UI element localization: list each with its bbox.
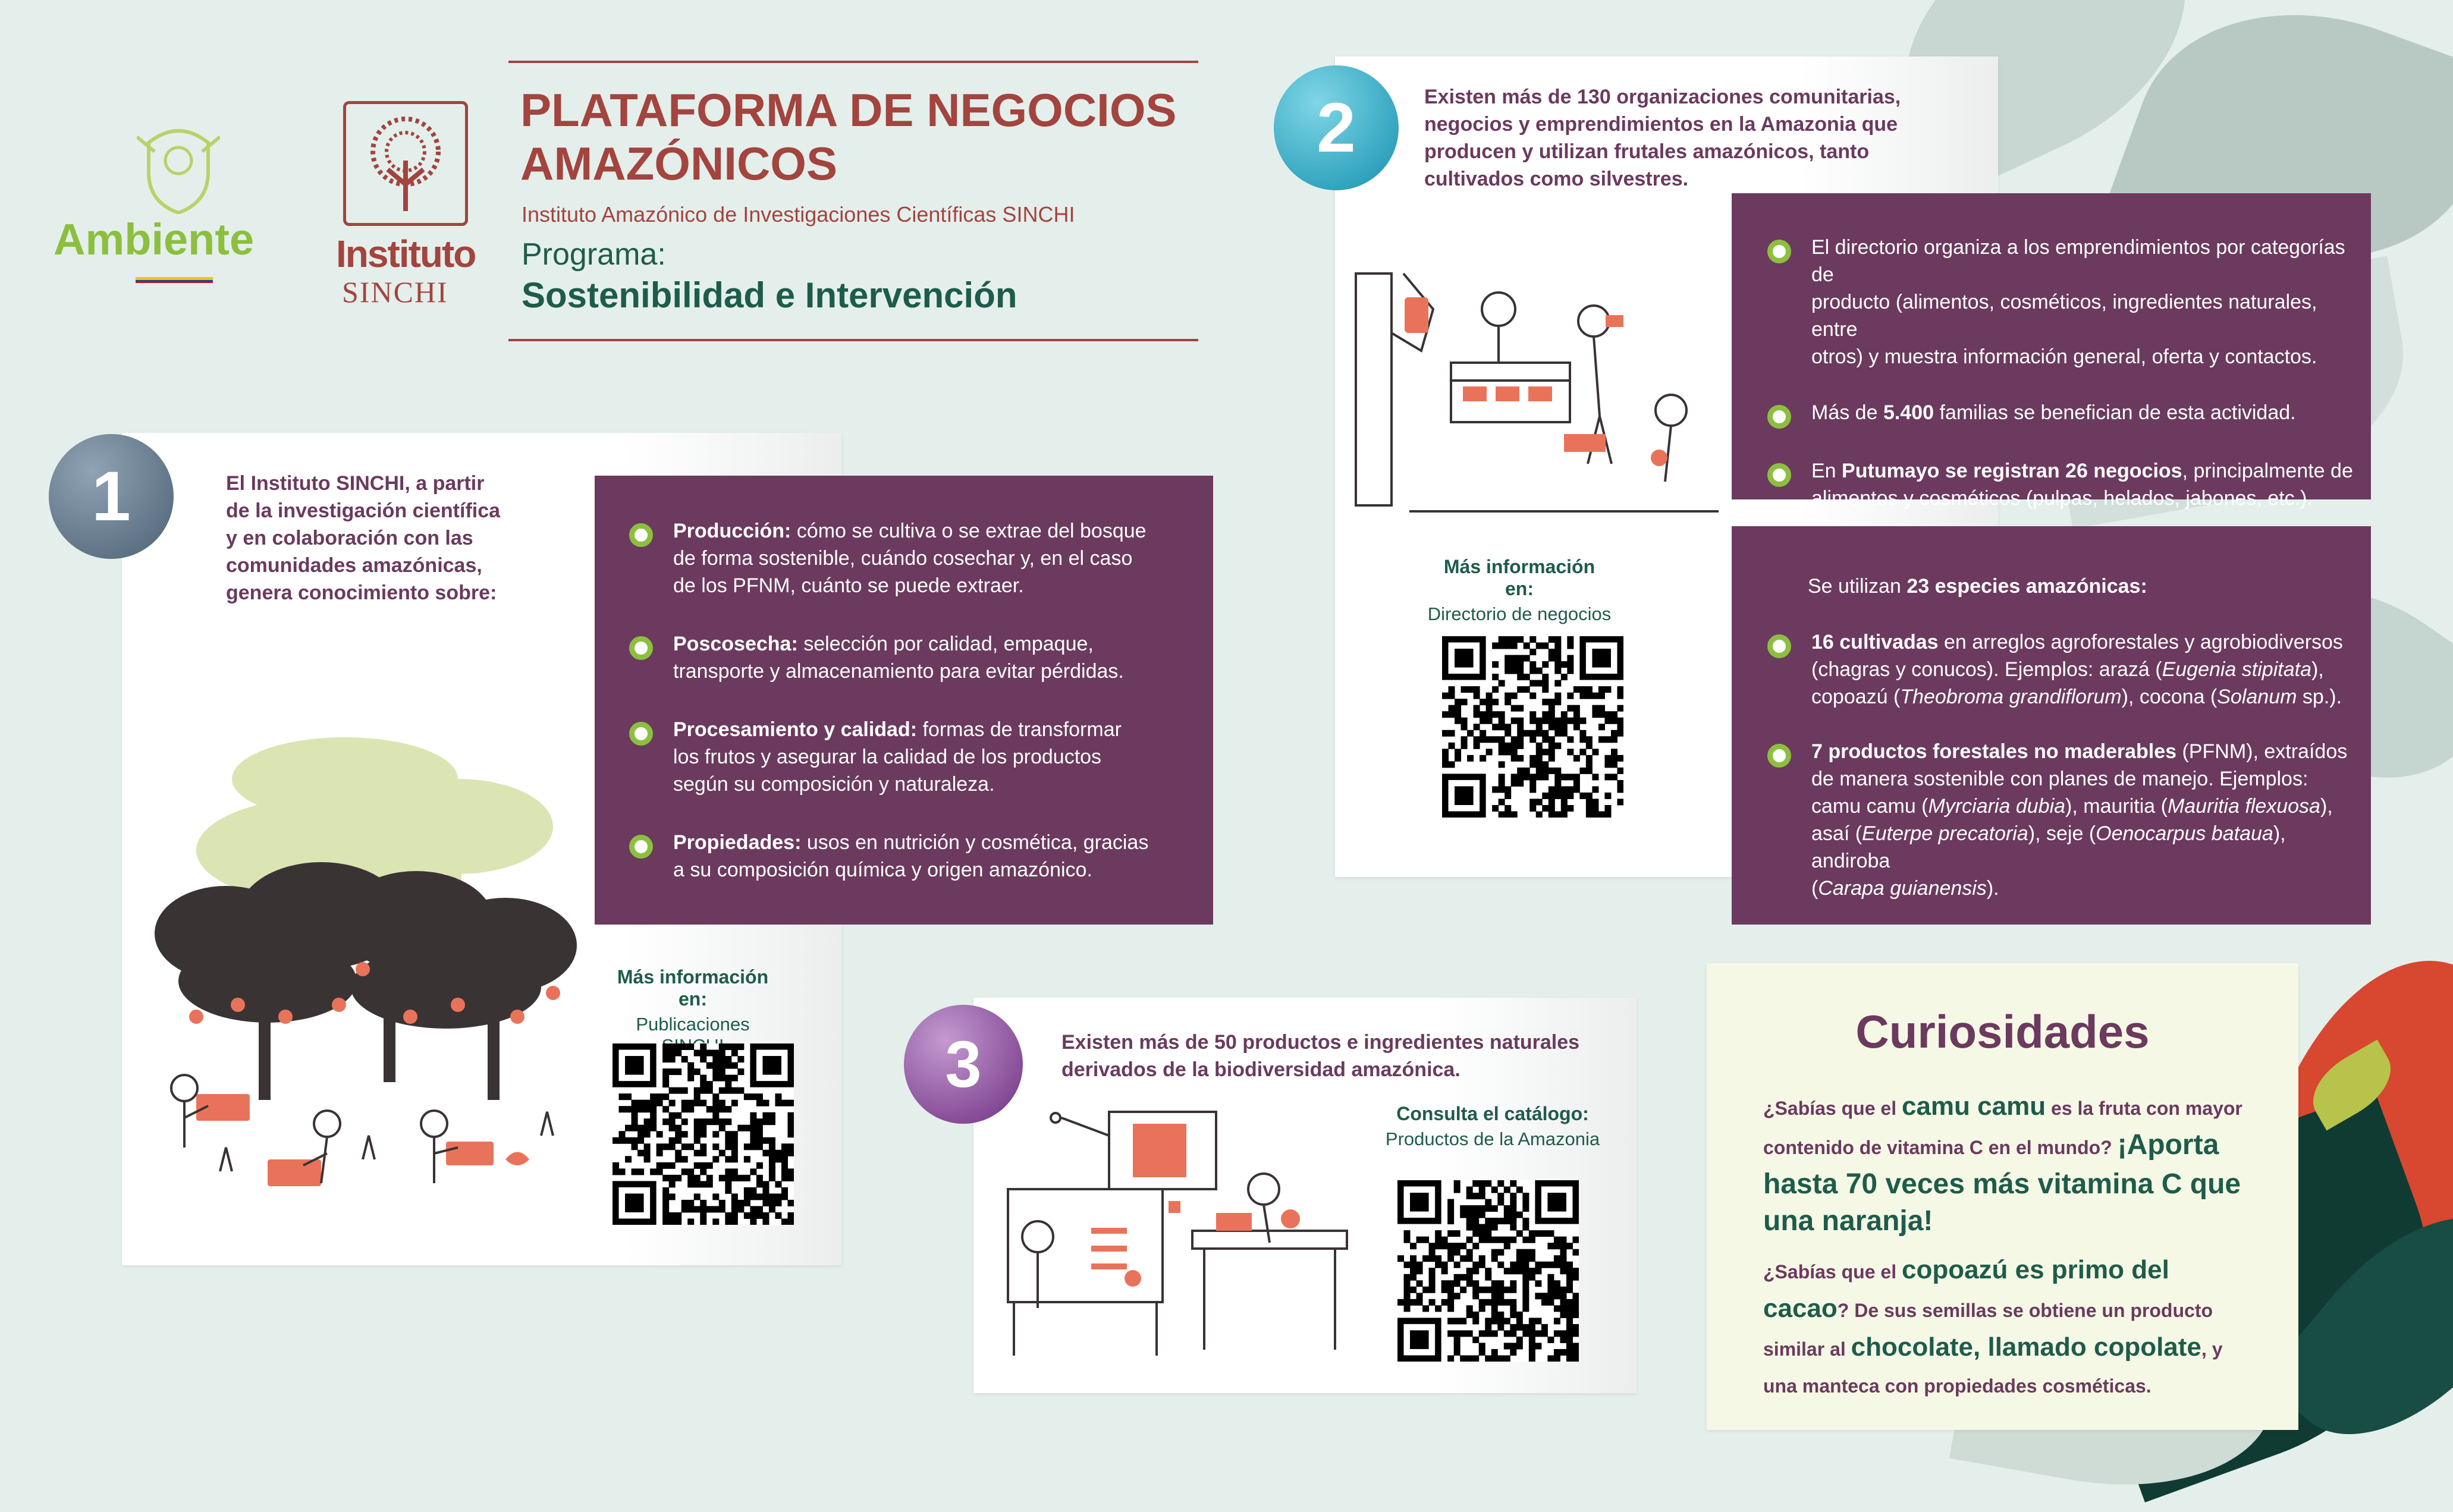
section1-number: 1 bbox=[92, 457, 131, 536]
item-text: ), mauritia ( bbox=[2065, 795, 2168, 818]
colombia-flag-bar bbox=[136, 277, 213, 283]
item-title: Propiedades: bbox=[673, 831, 802, 854]
list-item bbox=[1767, 399, 2356, 429]
item-text: en arreglos agroforestales y agrobiodiversos bbox=[1938, 631, 2343, 653]
section1-intro-line: comunidades amazónicas, bbox=[226, 554, 482, 577]
species-name: Oenocarpus bataua bbox=[2096, 822, 2273, 845]
qr-code-pattern bbox=[1397, 1180, 1579, 1362]
curiosity-highlight: copoazú es primo del bbox=[1901, 1255, 2169, 1284]
curiosity-text: contenido de vitamina C en el mundo? bbox=[1763, 1137, 2118, 1158]
species-name: Euterpe precatoria bbox=[1862, 822, 2028, 845]
section2-number-badge bbox=[1274, 65, 1399, 190]
species-name: Mauritia flexuosa bbox=[2167, 795, 2320, 818]
bullet-dot-icon bbox=[1767, 744, 1791, 768]
item-text: transporte y almacenamiento para evitar pérdidas. bbox=[673, 660, 1124, 683]
curiosity-highlight: una naranja! bbox=[1763, 1205, 1933, 1237]
item-text: cómo se cultiva o se extrae del bosque bbox=[791, 520, 1147, 542]
list-item bbox=[629, 716, 1200, 798]
program-label: Programa: bbox=[522, 237, 666, 272]
more-info-label: Más información en: bbox=[617, 966, 769, 1010]
item-text: alimentos y cosméticos (pulpas, helados, jabones, etc.). bbox=[1811, 487, 2313, 510]
item-text: producto (alimentos, cosméticos, ingredientes naturales, entre bbox=[1811, 291, 2317, 341]
item-text: , principalmente de bbox=[2182, 460, 2353, 482]
species-name: Theobroma grandiflorum bbox=[1900, 686, 2122, 708]
section3-number: 3 bbox=[945, 1027, 982, 1101]
item-text-bold: 7 productos forestales no maderables bbox=[1811, 740, 2177, 763]
species-name: Carapa guianensis bbox=[1818, 877, 1987, 900]
colombia-shield-icon bbox=[137, 119, 220, 214]
ambiente-logo bbox=[48, 119, 297, 291]
market-stall-illustration bbox=[1350, 262, 1730, 535]
item-text: En bbox=[1811, 460, 1842, 482]
section1-intro bbox=[226, 470, 535, 606]
item-text: El directorio organiza a los emprendimientos por categorías de bbox=[1811, 236, 2345, 286]
section1-knowledge-box bbox=[595, 476, 1213, 925]
intro-text-bold: 50 productos e ingredientes naturales bbox=[1214, 1031, 1580, 1054]
item-text: sp.). bbox=[2297, 686, 2342, 708]
section3-intro bbox=[1061, 1029, 1620, 1083]
list-item bbox=[629, 630, 1200, 685]
section1-intro-line: genera conocimiento sobre: bbox=[226, 581, 497, 604]
page-title-line2: AMAZÓNICOS bbox=[520, 137, 837, 190]
sinchi-logo-line1: Instituto bbox=[336, 232, 476, 275]
section2-more-info bbox=[1427, 556, 1612, 625]
sinchi-tree-logo bbox=[343, 101, 468, 226]
ambiente-logo-text: Ambiente bbox=[54, 215, 255, 264]
intro-text: cultivados como silvestres. bbox=[1424, 168, 1689, 190]
curiosity-text: una manteca con propiedades cosméticas. bbox=[1763, 1375, 2152, 1397]
list-item bbox=[1767, 457, 2356, 512]
item-text: ), seje ( bbox=[2028, 822, 2096, 845]
section1-intro-line: y en colaboración con las bbox=[226, 527, 473, 549]
bullet-dot-icon bbox=[629, 523, 653, 547]
item-text: de manera sostenible con planes de manejo. Ejemplos: bbox=[1811, 768, 2308, 790]
curiosity-1 bbox=[1763, 1088, 2281, 1240]
item-text: asaí ( bbox=[1811, 822, 1862, 845]
fruit-tree-harvest-illustration bbox=[149, 684, 613, 1195]
more-info-link[interactable]: Directorio de negocios bbox=[1427, 603, 1612, 624]
species-name: Myrciaria dubia bbox=[1928, 795, 2066, 818]
curiosity-text: similar al bbox=[1763, 1338, 1851, 1360]
qr-code-icon[interactable] bbox=[613, 1043, 794, 1225]
item-text: a su composición química y origen amazónico. bbox=[673, 859, 1092, 881]
item-text: (PFNM), extraídos bbox=[2176, 740, 2348, 763]
item-text: familias se benefician de esta actividad. bbox=[1934, 401, 2296, 424]
catalog-label: Consulta el catálogo: bbox=[1396, 1103, 1589, 1124]
curiosity-text: , y bbox=[2201, 1338, 2223, 1360]
bullet-dot-icon bbox=[629, 722, 653, 746]
bullet-dot-icon bbox=[1767, 463, 1791, 487]
item-text: (chagras y conucos). Ejemplos: arazá ( bbox=[1811, 658, 2162, 681]
intro-text: Existen más de bbox=[1424, 86, 1578, 108]
species-heading: Se utilizan bbox=[1808, 575, 1907, 598]
list-item bbox=[629, 829, 1200, 884]
item-text-bold: Putumayo se registran 26 negocios bbox=[1842, 460, 2182, 482]
species-name: Solanum bbox=[2217, 686, 2297, 708]
bullet-dot-icon bbox=[629, 835, 653, 859]
curiosity-highlight: camu camu bbox=[1901, 1092, 2046, 1121]
curiosity-text: ¿Sabías que el bbox=[1763, 1098, 1902, 1119]
curiosity-highlight: hasta 70 veces más vitamina C que bbox=[1763, 1168, 2241, 1200]
section2-intro bbox=[1424, 83, 1948, 193]
section2-number: 2 bbox=[1317, 89, 1356, 167]
intro-text: negocios y emprendimientos en la Amazonia que bbox=[1424, 113, 1898, 136]
curiosity-2 bbox=[1763, 1252, 2281, 1404]
item-text: otros) y muestra información general, oferta y contactos. bbox=[1811, 345, 2317, 368]
bullet-dot-icon bbox=[1767, 240, 1791, 263]
item-title: Producción: bbox=[673, 520, 792, 542]
qr-code-icon[interactable] bbox=[1442, 636, 1623, 818]
item-text: de los PFNM, cuánto se puede extraer. bbox=[673, 574, 1024, 597]
catalog-link[interactable]: Productos de la Amazonia bbox=[1385, 1129, 1600, 1149]
item-text: copoazú ( bbox=[1811, 686, 1901, 708]
program-name: Sostenibilidad e Intervención bbox=[522, 275, 1017, 315]
item-text: formas de transformar bbox=[917, 718, 1122, 741]
section1-intro-line: El Instituto SINCHI, a partir bbox=[226, 472, 485, 495]
species-name: Eugenia stipitata bbox=[2162, 658, 2311, 681]
section1-number-badge bbox=[49, 434, 174, 559]
curiosity-highlight: chocolate, llamado copolate bbox=[1851, 1332, 2201, 1362]
item-text: ). bbox=[1986, 877, 1999, 900]
item-text: ), bbox=[2311, 658, 2324, 681]
item-text-bold: 5.400 bbox=[1883, 401, 1934, 424]
item-text: los frutos y asegurar la calidad de los productos bbox=[673, 746, 1102, 768]
intro-text: Existen más de bbox=[1061, 1031, 1215, 1054]
intro-text: derivados de la biodiversidad amazónica. bbox=[1061, 1058, 1461, 1081]
sinchi-logo bbox=[336, 95, 485, 309]
curiosidades-title: Curiosidades bbox=[1855, 1005, 2150, 1058]
item-text: ), bbox=[2320, 795, 2333, 818]
curiosidades-box bbox=[1707, 963, 2298, 1430]
item-text: usos en nutrición y cosmética, gracias bbox=[801, 831, 1149, 854]
item-text: Más de bbox=[1811, 401, 1883, 424]
curiosity-text: ? De sus semillas se obtiene un producto bbox=[1837, 1300, 2213, 1321]
bullet-dot-icon bbox=[1767, 405, 1791, 429]
section2-directory-box bbox=[1732, 193, 2371, 510]
laboratory-illustration bbox=[990, 1100, 1359, 1362]
item-text: ( bbox=[1811, 877, 1818, 900]
item-text: selección por calidad, empaque, bbox=[797, 633, 1094, 655]
item-title: Procesamiento y calidad: bbox=[673, 718, 918, 741]
curiosity-text: ¿Sabías que el bbox=[1763, 1261, 1902, 1282]
species-heading-bold: 23 especies amazónicas: bbox=[1907, 575, 2147, 598]
more-info-label: Más información en: bbox=[1443, 556, 1595, 599]
curiosity-highlight: ¡Aporta bbox=[2117, 1129, 2219, 1161]
item-text: de forma sostenible, cuándo cosechar y, en el caso bbox=[673, 547, 1133, 570]
item-text: ), andiroba bbox=[1811, 822, 2286, 872]
list-item bbox=[629, 517, 1200, 599]
item-text-bold: 16 cultivadas bbox=[1811, 631, 1939, 653]
institute-name: Instituto Amazónico de Investigaciones Científicas SINCHI bbox=[522, 202, 1075, 227]
intro-text-bold: 130 organizaciones comunitarias, bbox=[1577, 86, 1901, 108]
item-text: ), cocona ( bbox=[2121, 686, 2218, 708]
more-info-link[interactable]: Publicaciones bbox=[636, 1014, 750, 1035]
item-text: según su composición y naturaleza. bbox=[673, 773, 995, 796]
header-top-rule bbox=[508, 61, 1198, 63]
item-title: Poscosecha: bbox=[673, 633, 798, 655]
section1-intro-line: de la investigación científica bbox=[226, 499, 501, 522]
qr-code-pattern bbox=[1442, 636, 1623, 818]
curiosity-text: es la fruta con mayor bbox=[2046, 1098, 2242, 1119]
qr-code-icon[interactable] bbox=[1397, 1180, 1579, 1362]
curiosity-highlight: cacao bbox=[1763, 1294, 1838, 1323]
list-item bbox=[1767, 628, 2356, 711]
qr-code-pattern bbox=[613, 1043, 794, 1225]
intro-text: producen y utilizan frutales amazónicos, tanto bbox=[1424, 140, 1870, 163]
list-item bbox=[1767, 738, 2356, 902]
bullet-dot-icon bbox=[1767, 634, 1791, 658]
section3-catalog bbox=[1374, 1103, 1612, 1150]
page-title-line1: PLATAFORMA DE NEGOCIOS bbox=[520, 84, 1177, 136]
item-text: camu camu ( bbox=[1811, 795, 1929, 818]
section2-species-box bbox=[1732, 526, 2371, 925]
header-bottom-rule bbox=[508, 339, 1198, 341]
bullet-dot-icon bbox=[629, 636, 653, 660]
page-title bbox=[520, 83, 1210, 190]
sinchi-logo-line2: SINCHI bbox=[342, 275, 448, 309]
list-item bbox=[1767, 234, 2356, 370]
